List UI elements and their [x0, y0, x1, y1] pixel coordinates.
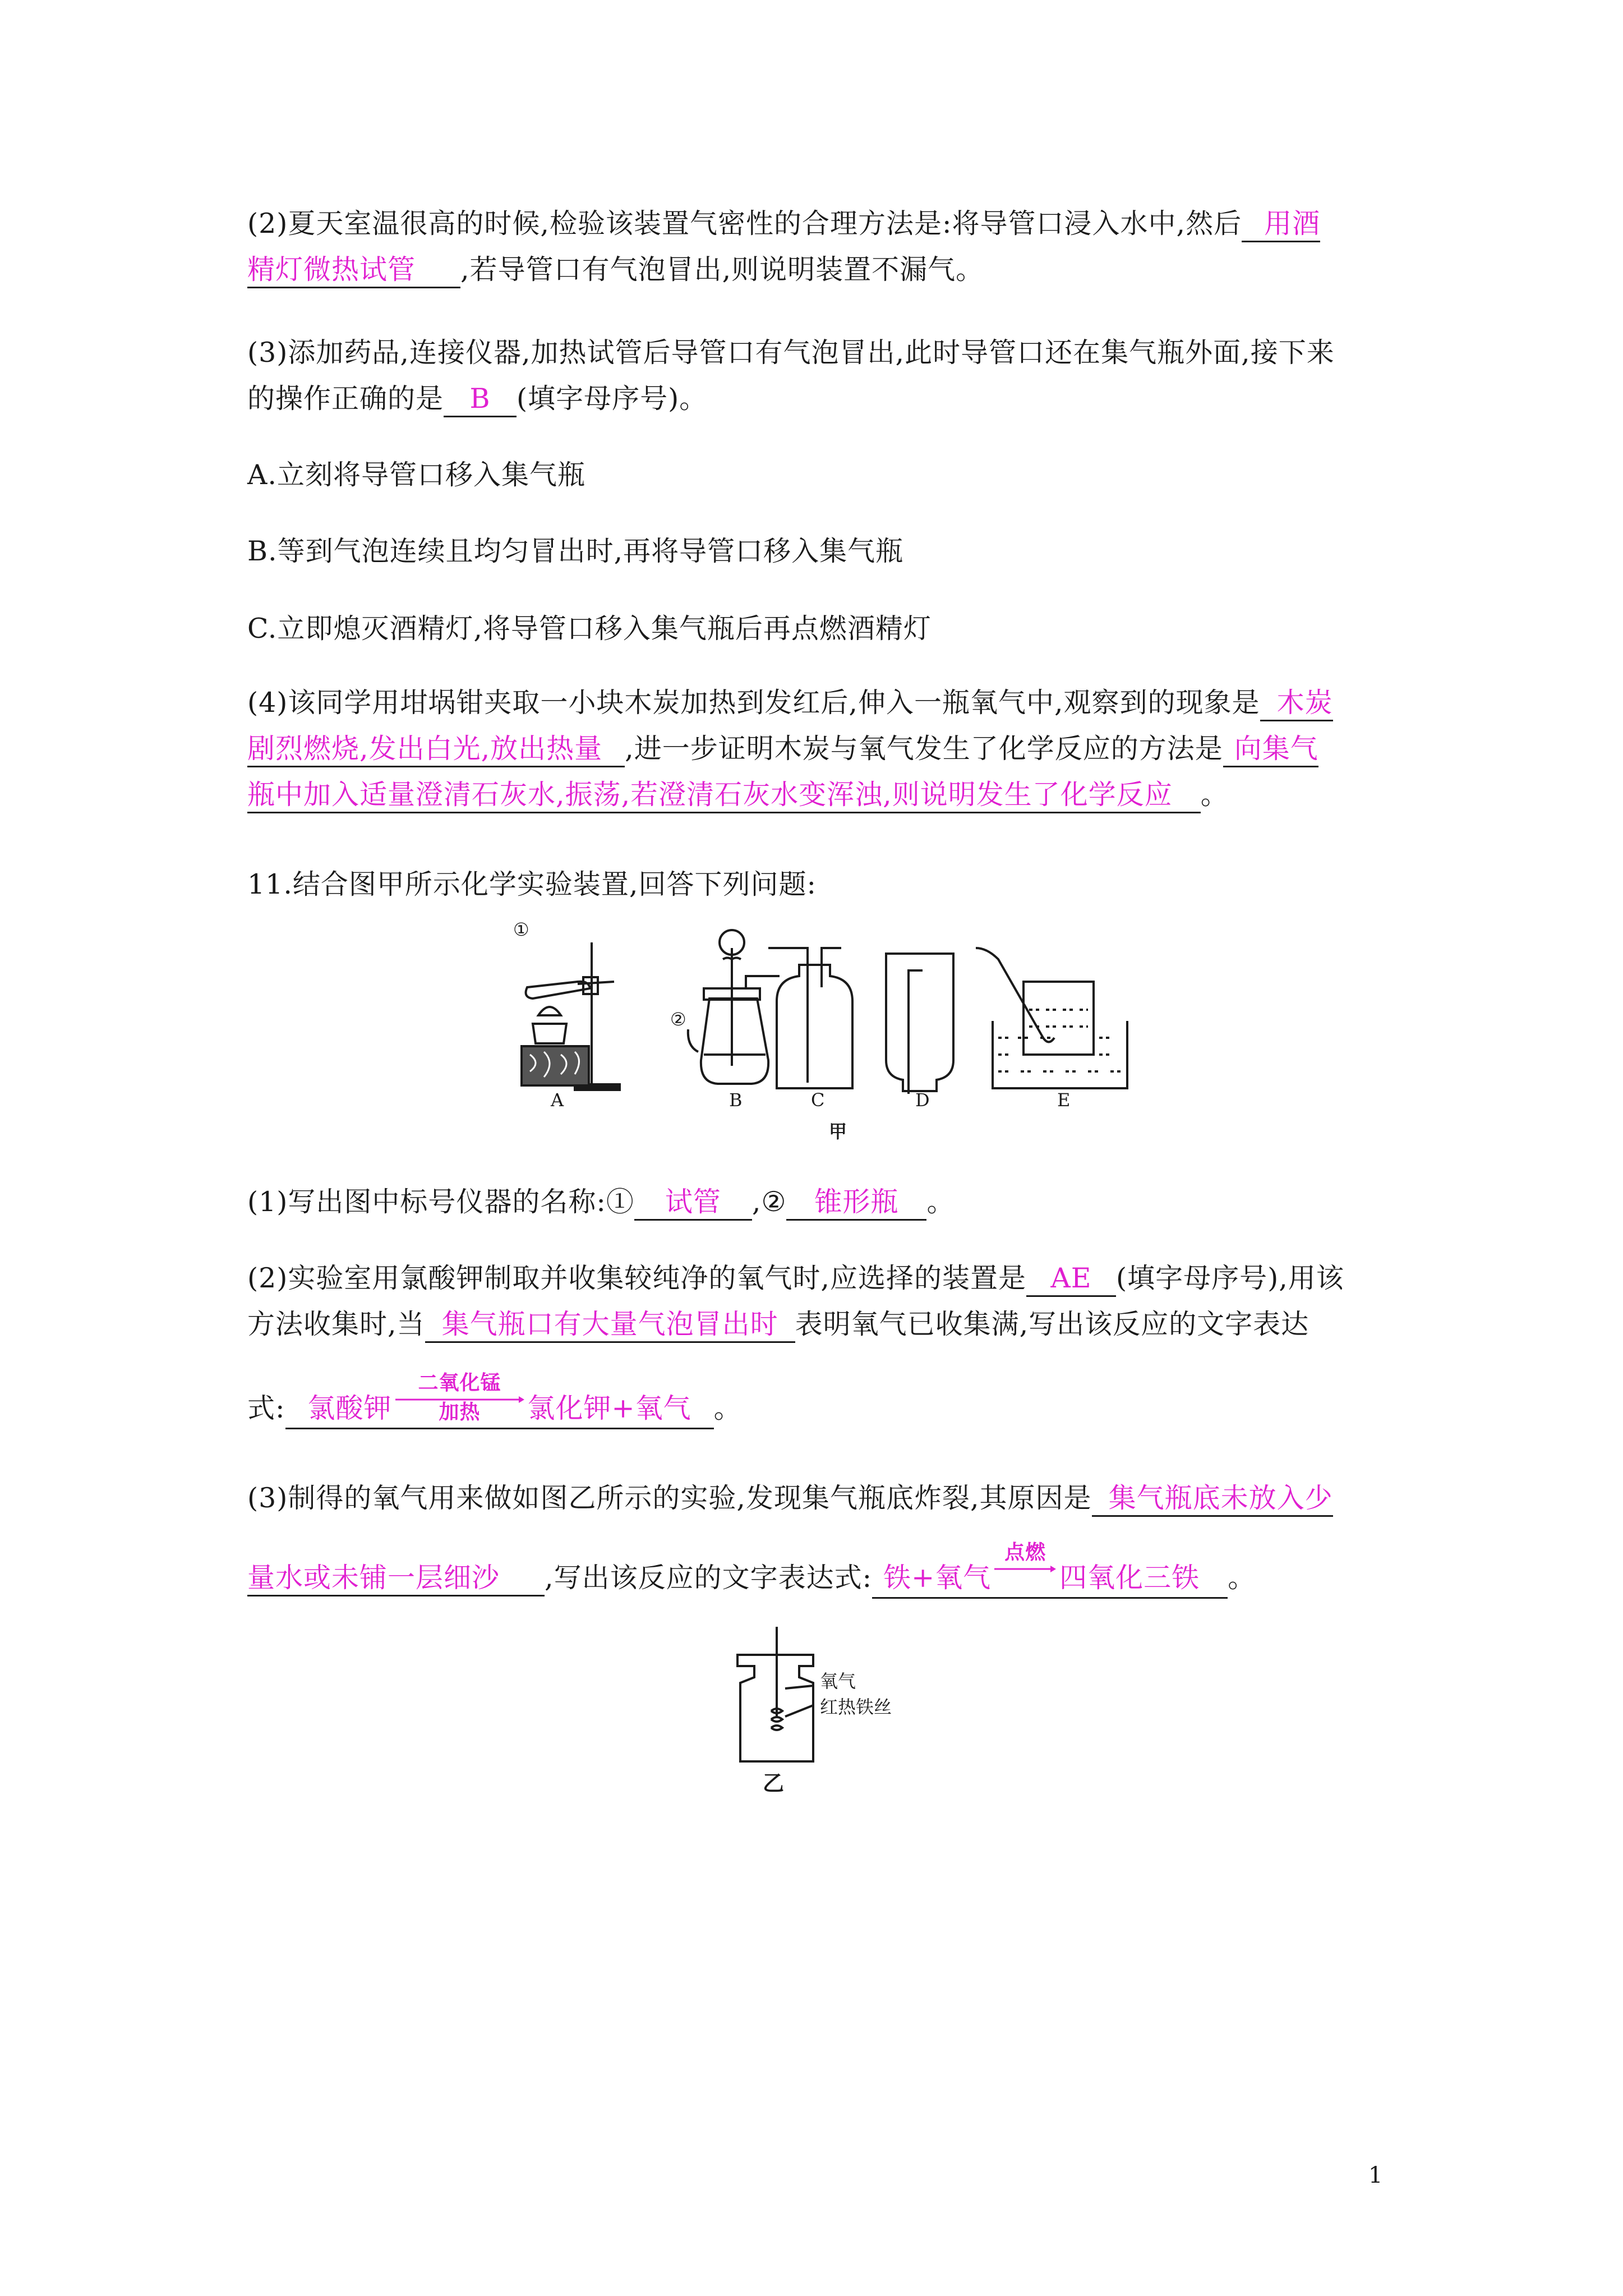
q11-part1-suffix: 。: [926, 1186, 955, 1218]
q11-part3-answer1-line2: 量水或未铺一层细沙: [247, 1561, 545, 1596]
q10-part3-suffix: (填字母序号)。: [517, 383, 708, 415]
figure-mark-2: ②: [670, 1009, 686, 1030]
q11-part1-sep: ,②: [751, 1186, 787, 1218]
apparatus-d-tube: [909, 970, 923, 1094]
figure-caption-jia: 甲: [829, 1121, 847, 1142]
apparatus-e-tube: [976, 948, 1054, 1042]
q11-part3-answer1-line1: 集气瓶底未放入少: [1092, 1481, 1333, 1517]
q11-part1-answer2: 锥形瓶: [786, 1185, 926, 1221]
q11-part1-prefix: (1)写出图中标号仪器的名称:①: [247, 1186, 634, 1218]
q11-part2-eq-suffix: 。: [713, 1392, 742, 1424]
q10-option-b: B.等到气泡连续且均匀冒出时,再将导管口移入集气瓶: [247, 535, 904, 567]
figure-label-d: D: [915, 1089, 930, 1111]
q10-part3: [247, 330, 1386, 422]
q11-part2: [247, 1255, 1386, 1347]
q11-part1: [247, 1179, 1386, 1225]
q11-part2-equation: [247, 1370, 1386, 1432]
arrow-condition-top: 点燃: [1004, 1540, 1046, 1564]
apparatus-drawing: [516, 926, 1133, 1150]
q10-part2: [247, 201, 1386, 293]
label-oxygen: 氧气: [820, 1671, 856, 1692]
apparatus-e-bottle: [1023, 982, 1094, 1055]
q11-part2-reactant: 氯酸钾: [307, 1392, 392, 1424]
apparatus-c-long-tube: [768, 948, 808, 1083]
apparatus-c-short-tube: [822, 948, 841, 987]
figure-label-b: B: [729, 1089, 743, 1111]
q10-part2-suffix: ,若导管口有气泡冒出,则说明装置不漏气。: [460, 254, 984, 286]
q10-part4-answer2-line1: 向集气: [1223, 732, 1318, 767]
q11-part2-middle: (填字母序号),用该: [1116, 1262, 1344, 1294]
figure-apparatus-jia: [513, 919, 1133, 1150]
q10-part4-answer1-line1: 木炭: [1260, 686, 1333, 721]
q11-part2-prefix: (2)实验室用氯酸钾制取并收集较纯净的氧气时,应选择的装置是: [247, 1262, 1026, 1294]
q11-part2-equation-blank: [285, 1370, 714, 1429]
q10-part3-line1: (3)添加药品,连接仪器,加热试管后导管口有气泡冒出,此时导管口还在集气瓶外面,接下来: [247, 337, 1335, 369]
q10-part2-answer-line1: 用酒: [1242, 207, 1320, 242]
q11-part2-arrow: [395, 1370, 524, 1428]
q10-part4-prefix: (4)该同学用坩埚钳夹取一小块木炭加热到发红后,伸入一瓶氧气中,观察到的现象是: [247, 687, 1260, 719]
q11-part2-eq-prefix: 式:: [247, 1392, 285, 1424]
figure-iron-wire-yi: [729, 1627, 953, 1795]
q11-part3-equation-blank: [872, 1540, 1228, 1599]
q11-part3-suffix: 。: [1228, 1562, 1256, 1594]
q11-part3: [247, 1458, 1386, 1618]
q10-part4: [247, 680, 1386, 818]
q10-part4-suffix: 。: [1200, 779, 1229, 811]
q11-part2-line2-prefix: 方法收集时,当: [247, 1308, 425, 1340]
q11-title: 11.结合图甲所示化学实验装置,回答下列问题:: [247, 868, 817, 900]
apparatus-d-bottle: [886, 954, 953, 1091]
q10-option-a: A.立刻将导管口移入集气瓶: [247, 459, 585, 491]
q11-part2-product: 氯化钾+氧气: [527, 1392, 691, 1424]
q10-part4-answer1-line2: 剧烈燃烧,发出白光,放出热量: [247, 732, 625, 767]
figure-mark-1: ①: [513, 919, 529, 940]
q10-part2-text: (2)夏天室温很高的时候,检验该装置气密性的合理方法是:将导管口浸入水中,然后: [247, 208, 1242, 240]
apparatus-c-bottle: [777, 965, 852, 1088]
q11-part3-prefix: (3)制得的氧气用来做如图乙所示的实验,发现集气瓶底炸裂,其原因是: [247, 1482, 1092, 1514]
q10-option-c: C.立即熄灭酒精灯,将导管口移入集气瓶后再点燃酒精灯: [247, 613, 932, 645]
figure-caption-yi: 乙: [763, 1770, 785, 1796]
q11-part1-answer1: 试管: [634, 1185, 752, 1221]
apparatus-a-burner: [533, 1024, 566, 1043]
arrow-condition-bottom: 加热: [439, 1400, 481, 1424]
q11-part3-reactant: 铁+氧气: [883, 1562, 992, 1594]
q11-part2-line2-suffix: 表明氧气已收集满,写出该反应的文字表达: [795, 1308, 1310, 1340]
apparatus-b-delivery-tube: [746, 976, 780, 988]
q11-part3-arrow: [994, 1540, 1056, 1597]
q11-part2-answer1: AE: [1026, 1262, 1116, 1297]
q11-part3-product: 四氧化三铁: [1059, 1562, 1200, 1594]
q10-part3-answer: B: [444, 382, 517, 417]
label-red-hot-iron-wire: 红热铁丝: [820, 1696, 892, 1718]
q10-part2-answer-line2: 精灯微热试管: [247, 253, 460, 288]
q10-part4-answer2-line2: 瓶中加入适量澄清石灰水,振荡,若澄清石灰水变浑浊,则说明发生了化学反应: [247, 778, 1201, 813]
apparatus-b-flask: [701, 999, 768, 1084]
arrow-condition-top: 二氧化锰: [418, 1370, 501, 1395]
q11-part3-middle: ,写出该反应的文字表达式:: [545, 1562, 873, 1594]
apparatus-a-flame: [538, 1007, 561, 1015]
reaction-arrow-icon: [994, 1565, 1056, 1576]
figure-label-a: A: [551, 1089, 564, 1111]
q10-part3-prefix: 的操作正确的是: [247, 383, 444, 415]
q10-part4-middle: ,进一步证明木炭与氧气发生了化学反应的方法是: [625, 733, 1223, 765]
page-number: 1: [1368, 2162, 1383, 2188]
figure-label-e: E: [1057, 1089, 1071, 1111]
figure-label-c: C: [811, 1089, 825, 1111]
q11-part2-answer2: 集气瓶口有大量气泡冒出时: [425, 1308, 795, 1343]
